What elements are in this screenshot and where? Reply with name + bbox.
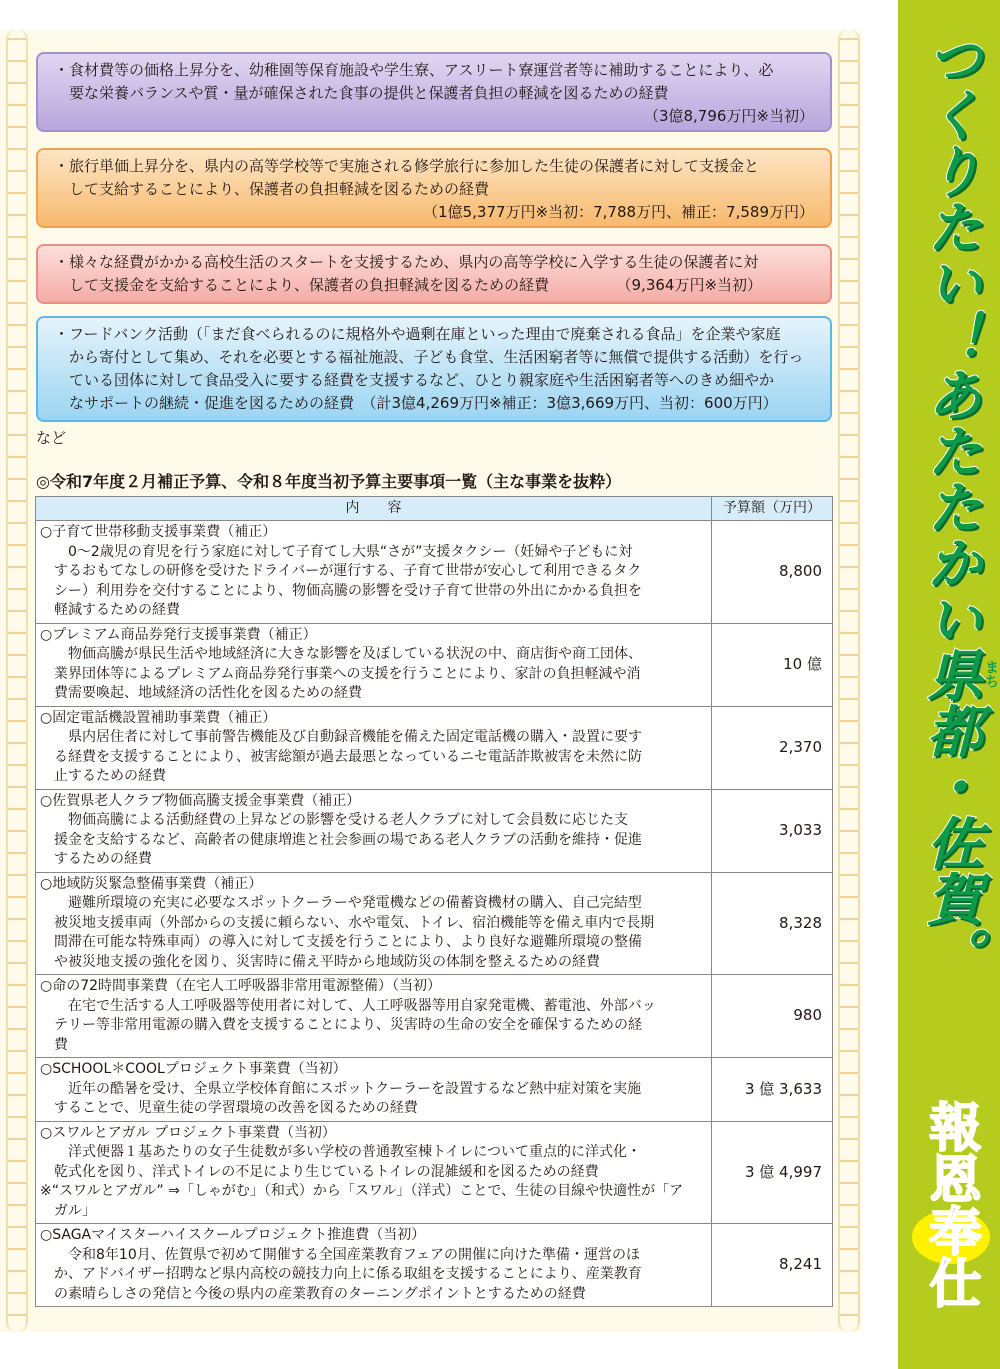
- row-description: 令和8年10月、佐賀県で初めて開催する全国産業教育フェアの開催に向けた準備・運営のほ か、アドバイザー招聘など県内高校の競技力向上に係る取組を支援することにより、産業教育 の素晴らしさの発信と今後の県内の産業教育のターニングポイントとするための経費: [53, 1246, 642, 1302]
- row-content: [36, 1058, 712, 1122]
- section-title: ◎令和7年度２月補正予算、令和８年度当初予算主要事項一覧（主な事業を抜粋）: [36, 472, 622, 491]
- row-budget: 8,241: [712, 1224, 833, 1307]
- row-content: [36, 706, 712, 789]
- row-title: ○命の72時間事業費（在宅人工呼吸器非常用電源整備）（当初）: [40, 978, 442, 994]
- slogan: つくりたい！あたたかい県都・佐賀。: [918, 30, 983, 982]
- box-amount: （1億5,377万円※当初：7,788万円、補正：7,589万円）: [423, 203, 814, 221]
- box-text: ・様々な経費がかかる高校生活のスタートを支援するため、県内の高等学校に入学する生徒の保護者に対 して支援金を支給することにより、保護者の負担軽減を図るための経費 （9,364万円※当初）: [54, 253, 763, 294]
- row-title: ○地域防災緊急整備事業費（補正）: [40, 875, 263, 892]
- info-box-food-bank: [36, 316, 832, 422]
- table-row: [36, 789, 833, 872]
- etc-text: など: [36, 429, 67, 447]
- info-box-high-school: [36, 244, 832, 304]
- table-row: [36, 521, 833, 624]
- row-title: ○SCHOOL＊COOLプロジェクト事業費（当初）: [40, 1061, 347, 1077]
- row-content: [36, 872, 712, 975]
- row-title: ○子育て世帯移動支援事業費（補正）: [40, 524, 277, 540]
- table-row: [36, 706, 833, 789]
- header-content: 内 容: [36, 497, 712, 521]
- ruby-text: まち: [983, 660, 999, 688]
- row-content: [36, 1121, 712, 1224]
- row-content: [36, 1224, 712, 1307]
- row-budget: 8,328: [712, 872, 833, 975]
- decorative-border-right: [838, 30, 860, 1332]
- table-row: [36, 1058, 833, 1122]
- table-row: [36, 975, 833, 1058]
- row-description: 物価高騰が県民生活や地域経済に大きな影響を及ぼしている状況の中、商店街や商工団体、 業界団体等によるプレミアム商品券発行事業への支援を行うことにより、家計の負担軽減や消 費需要喚起、地域経済の活性化を図るための経費: [53, 646, 642, 701]
- budget-table: [35, 496, 833, 1307]
- row-budget: 980: [712, 975, 833, 1058]
- motto: [922, 1100, 978, 1308]
- row-budget: 3 億 3,633: [712, 1058, 833, 1122]
- motto-highlight: 奉: [920, 1204, 980, 1256]
- row-content: [36, 789, 712, 872]
- row-budget: 3,033: [712, 789, 833, 872]
- row-content: [36, 623, 712, 706]
- box-amount: （3億8,796万円※当初）: [643, 107, 814, 125]
- row-budget: 2,370: [712, 706, 833, 789]
- row-description: 避難所環境の充実に必要なスポットクーラーや発電機などの備蓄資機材の購入、自己完結型 被災地支援車両（外部からの支援に頼らない、水や電気、トイレ、宿泊機能等を備え車内で長期 間滞在可能な特殊車両）の導入に対して支援を行うことにより、より良好な避難所環境の整備 や被災地支援の強化を図り、災害時に備え平時から地域防災の体制を整えるための経費: [53, 895, 655, 970]
- table-row: [36, 872, 833, 975]
- table-row: [36, 1121, 833, 1224]
- box-text: ・旅行単価上昇分を、県内の高等学校等で実施される修学旅行に参加した生徒の保護者に対して支援金と して支給することにより、保護者の負担軽減を図るための経費: [54, 157, 760, 198]
- header-budget: 予算額（万円）: [712, 497, 833, 521]
- info-box-food: [36, 52, 832, 132]
- row-title: ○スワルとアガル プロジェクト事業費（当初）: [40, 1124, 336, 1141]
- row-title: ○佐賀県老人クラブ物価高騰支援金事業費（補正）: [40, 792, 361, 809]
- row-description: 0～2歳児の育児を行う家庭に対して子育てし大県“さが”支援タクシー（妊婦や子どもに対 するおもてなしの研修を受けたドライバーが運行する、子育て世帯が安心して利用できるタク シー）利用券を交付することにより、物価高騰の影響を受け子育て世帯の外出にかかる負担を 軽減するための経費: [53, 543, 642, 618]
- row-budget: 10 億: [712, 623, 833, 706]
- info-box-school-trip: [36, 148, 832, 228]
- row-budget: 3 億 4,997: [712, 1121, 833, 1224]
- row-description: 近年の酷暑を受け、全県立学校体育館にスポットクーラーを設置するなど熱中症対策を実施 することで、児童生徒の学習環境の改善を図るための経費: [53, 1080, 642, 1116]
- row-description: 物価高騰による活動経費の上昇などの影響を受ける老人クラブに対して会員数に応じた支 援金を支給するなど、高齢者の健康増進と社会参画の場である老人クラブの活動を維持・促進 するための経費: [53, 812, 642, 867]
- box-text: ・フードバンク活動（「まだ食べられるのに規格外や過剰在庫といった理由で廃棄される食品」を企業や家庭 から寄付として集め、それを必要とする福祉施設、子ども食堂、生活困窮者等に無償で提供する活動）を行っ ている団体に対して食品受入に要する経費を支援するなど、ひとり親家庭や生活困窮者等へのきめ細やか なサポートの継続・促進を図るための経費 （計3億4,269万円※補正：3億3,669万円、当初：600万円）: [54, 325, 804, 412]
- table-row: [36, 623, 833, 706]
- box-text: ・食材費等の価格上昇分を、幼稚園等保育施設や学生寮、アスリート寮運営者等に補助することにより、必 要な栄養バランスや質・量が確保された食事の提供と保護者負担の軽減を図るための経費: [54, 61, 774, 102]
- row-title: ○SAGAマイスターハイスクールプロジェクト推進費（当初）: [40, 1227, 426, 1243]
- row-description: 在宅で生活する人工呼吸器等使用者に対して、人工呼吸器等用自家発電機、蓄電池、外部バッ テリー等非常用電源の購入費を支援することにより、災害時の生命の安全を確保するための経 費: [53, 997, 656, 1053]
- row-title: ○固定電話機設置補助事業費（補正）: [40, 709, 277, 726]
- motto-part: 仕: [920, 1256, 980, 1308]
- row-content: [36, 975, 712, 1058]
- row-title: ○プレミアム商品券発行支援事業費（補正）: [40, 626, 317, 643]
- row-content: [36, 521, 712, 624]
- motto-part: 報恩: [920, 1100, 980, 1204]
- decorative-border-left: [6, 30, 28, 1332]
- row-description: 洋式便器１基あたりの女子生徒数が多い学校の普通教室棟トイレについて重点的に洋式化・ 乾式化を図り、洋式トイレの不足により生じているトイレの混雑緩和を図るための経費 ※“スワルとアガル” ⇒「しゃがむ」（和式）から「スワル」（洋式）ことで、生徒の目線や快適性が「ア ガル」: [40, 1144, 684, 1219]
- row-description: 県内居住者に対して事前警告機能及び自動録音機能を備えた固定電話機の購入・設置に要す る経費を支援することにより、被害総額が過去最悪となっているニセ電話詐欺被害を未然に防 止するための経費: [53, 729, 642, 784]
- table-row: [36, 1224, 833, 1307]
- row-budget: 8,800: [712, 521, 833, 624]
